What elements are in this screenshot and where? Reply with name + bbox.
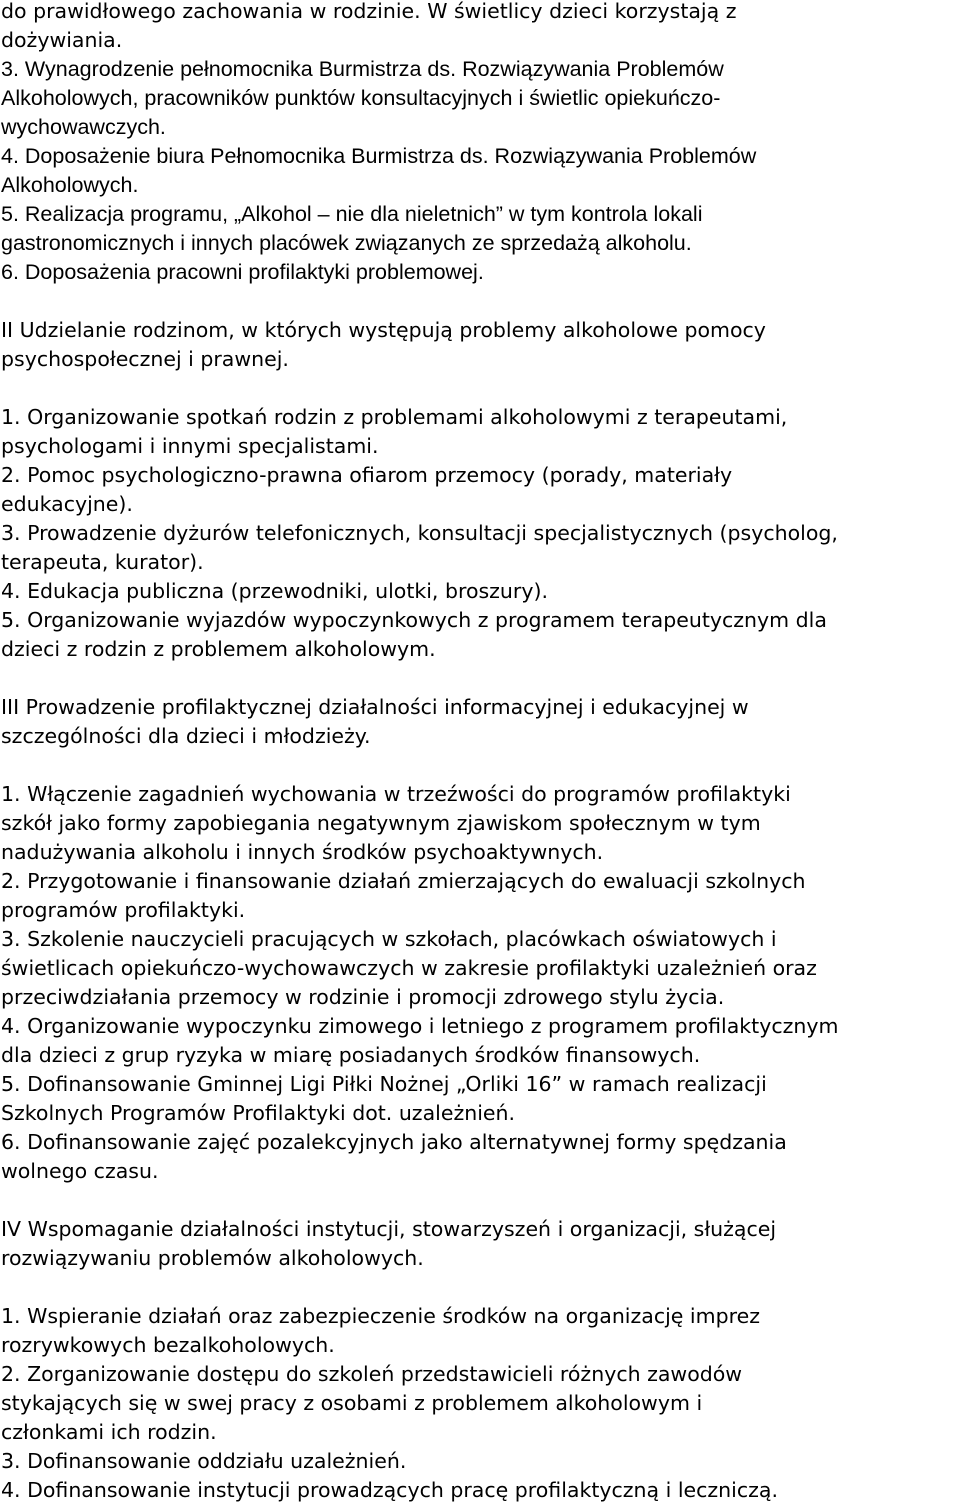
text-line: dożywiania. — [1, 28, 123, 52]
list-item-line: terapeuta, kurator). — [1, 550, 204, 574]
list-item-3-line: Alkoholowych, pracowników punktów konsultacyjnych i świetlic opiekuńczo- — [1, 86, 721, 110]
list-item-line: 4. Edukacja publiczna (przewodniki, ulotki, broszury). — [1, 579, 548, 603]
list-item-line: edukacyjne). — [1, 492, 133, 516]
list-item-line: szkół jako formy zapobiegania negatywnym zjawiskom społecznym w tym — [1, 811, 761, 835]
list-item-4-line: Alkoholowych. — [1, 173, 139, 197]
list-item-line: 3. Dofinansowanie oddziału uzależnień. — [1, 1449, 407, 1473]
list-item-line: 4. Organizowanie wypoczynku zimowego i letniego z programem profilaktycznym — [1, 1014, 839, 1038]
paragraph-gap — [1, 287, 956, 316]
list-item-5-line: gastronomicznych i innych placówek związanych ze sprzedażą alkoholu. — [1, 231, 692, 255]
section-2-heading: II Udzielanie rodzinom, w których występują problemy alkoholowe pomocy — [1, 318, 766, 342]
list-item-line: dla dzieci z grup ryzyka w miarę posiadanych środków finansowych. — [1, 1043, 701, 1067]
text-line: do prawidłowego zachowania w rodzinie. W świetlicy dzieci korzystają z — [1, 0, 737, 23]
list-item-line: 5. Dofinansowanie Gminnej Ligi Piłki Nożnej „Orliki 16” w ramach realizacji — [1, 1072, 767, 1096]
section-2-heading: psychospołecznej i prawnej. — [1, 347, 289, 371]
list-item-3-line: 3. Wynagrodzenie pełnomocnika Burmistrza ds. Rozwiązywania Problemów — [1, 57, 724, 81]
paragraph-gap — [1, 1186, 956, 1215]
section-4 — [1, 1215, 956, 1505]
paragraph-gap — [1, 374, 956, 403]
section-4-heading: IV Wspomaganie działalności instytucji, stowarzyszeń i organizacji, służącej — [1, 1217, 777, 1241]
intro-continuation — [1, 0, 956, 287]
list-item-line: 3. Szkolenie nauczycieli pracujących w szkołach, placówkach oświatowych i — [1, 927, 777, 951]
list-item-line: Szkolnych Programów Profilaktyki dot. uzależnień. — [1, 1101, 516, 1125]
list-item-line: nadużywania alkoholu i innych środków psychoaktywnych. — [1, 840, 604, 864]
list-item-line: 1. Włączenie zagadnień wychowania w trzeźwości do programów profilaktyki — [1, 782, 791, 806]
section-3 — [1, 693, 956, 1186]
list-item-line: 2. Przygotowanie i finansowanie działań zmierzających do ewaluacji szkolnych — [1, 869, 806, 893]
list-item-4-line: 4. Doposażenie biura Pełnomocnika Burmistrza ds. Rozwiązywania Problemów — [1, 144, 757, 168]
section-3-heading: III Prowadzenie profilaktycznej działalności informacyjnej i edukacyjnej w — [1, 695, 749, 719]
list-item-line: 1. Wspieranie działań oraz zabezpieczenie środków na organizację imprez — [1, 1304, 760, 1328]
section-3-heading: szczególności dla dzieci i młodzieży. — [1, 724, 371, 748]
list-item-line: psychologami i innymi specjalistami. — [1, 434, 379, 458]
list-item-line: świetlicach opiekuńczo-wychowawczych w zakresie profilaktyki uzależnień oraz — [1, 956, 817, 980]
list-item-line: przeciwdziałania przemocy w rodzinie i promocji zdrowego stylu życia. — [1, 985, 725, 1009]
list-item-line: 1. Organizowanie spotkań rodzin z problemami alkoholowymi z terapeutami, — [1, 405, 788, 429]
section-2 — [1, 316, 956, 664]
paragraph-gap — [1, 664, 956, 693]
list-item-line: 2. Zorganizowanie dostępu do szkoleń przedstawicieli różnych zawodów — [1, 1362, 743, 1386]
list-item-line: 4. Dofinansowanie instytucji prowadzących pracę profilaktyczną i leczniczą. — [1, 1478, 778, 1502]
list-item-line: 6. Dofinansowanie zajęć pozalekcyjnych jako alternatywnej formy spędzania — [1, 1130, 787, 1154]
list-item-line: dzieci z rodzin z problemem alkoholowym. — [1, 637, 436, 661]
list-item-line: 2. Pomoc psychologiczno-prawna ofiarom przemocy (porady, materiały — [1, 463, 733, 487]
list-item-5-line: 5. Realizacja programu, „Alkohol – nie dla nieletnich” w tym kontrola lokali — [1, 202, 703, 226]
list-item-line: programów profilaktyki. — [1, 898, 246, 922]
list-item-line: stykających się w swej pracy z osobami z problemem alkoholowym i — [1, 1391, 703, 1415]
list-item-line: 5. Organizowanie wyjazdów wypoczynkowych z programem terapeutycznym dla — [1, 608, 827, 632]
list-item-line: członkami ich rodzin. — [1, 1420, 217, 1444]
list-item-3-line: wychowawczych. — [1, 115, 166, 139]
paragraph-gap — [1, 1273, 956, 1302]
list-item-line: rozrywkowych bezalkoholowych. — [1, 1333, 335, 1357]
list-item-line: wolnego czasu. — [1, 1159, 159, 1183]
paragraph-gap — [1, 751, 956, 780]
section-4-heading: rozwiązywaniu problemów alkoholowych. — [1, 1246, 424, 1270]
list-item-line: 3. Prowadzenie dyżurów telefonicznych, konsultacji specjalistycznych (psycholog, — [1, 521, 838, 545]
list-item-6-line: 6. Doposażenia pracowni profilaktyki problemowej. — [1, 260, 484, 284]
